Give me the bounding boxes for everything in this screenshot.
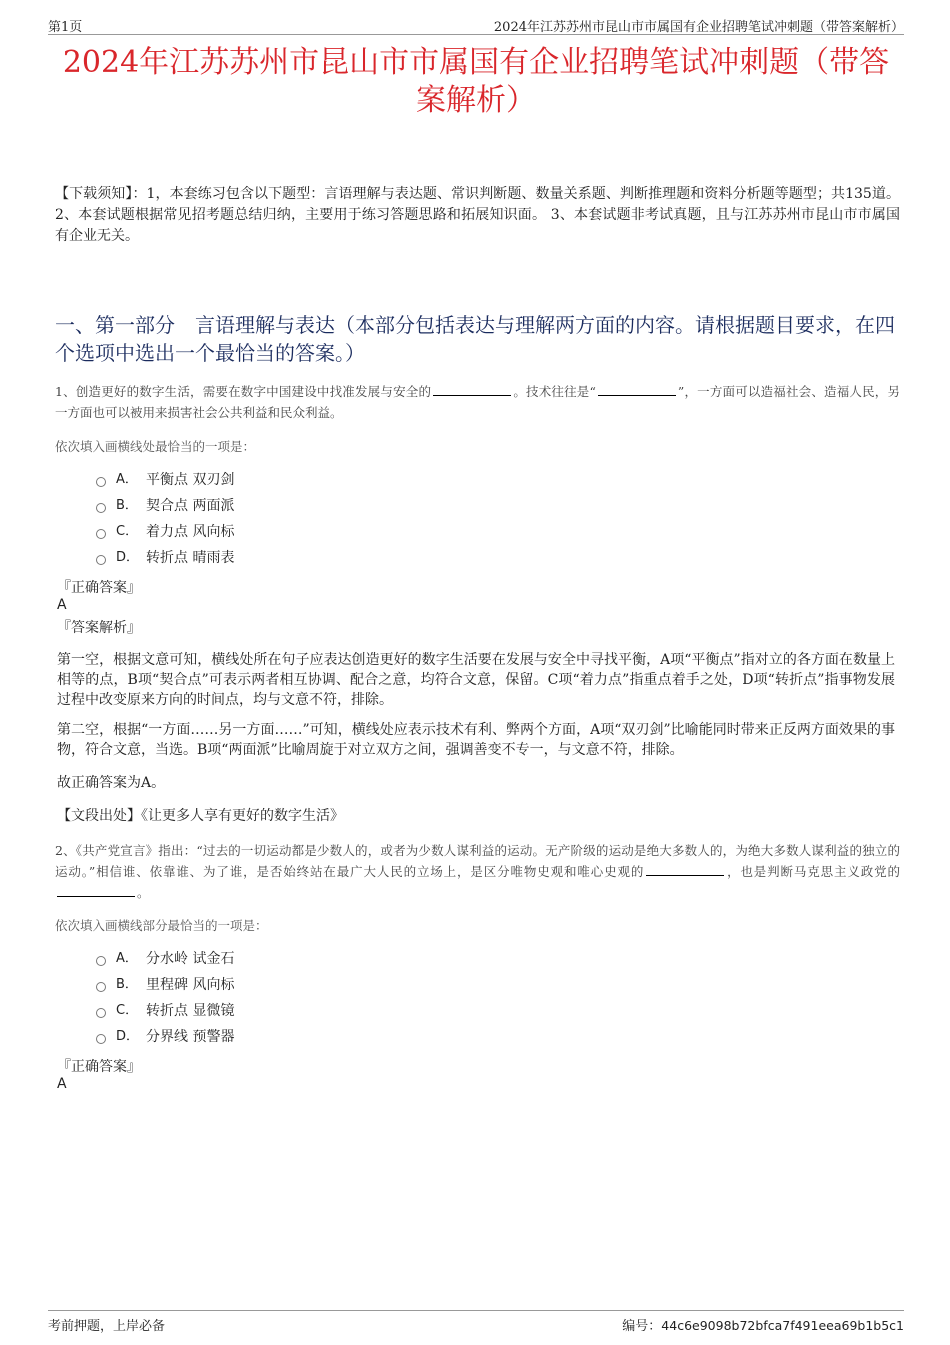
- q2-stem-part-a: 2、《共产党宣言》指出：“过去的一切运动都是少数人的，或者为少数人谋利益的运动。无产阶级的运动是绝大多数人的，为绝大多数人谋利益的独立的运动。”相信谁、依靠谁、为了谁，是否始终站在最广大人民的立场上，是区分唯物史观和唯心史观的: [55, 843, 900, 879]
- q2-option-b[interactable]: [96, 972, 234, 998]
- q2-option-d[interactable]: [96, 1024, 234, 1050]
- q1-answer: A: [57, 597, 67, 613]
- fill-blank: [598, 383, 676, 396]
- option-letter: C．: [116, 524, 139, 539]
- q2-option-a[interactable]: [96, 946, 234, 972]
- q1-analysis-paragraph-1: 第一空，根据文意可知，横线处所在句子应表达创造更好的数字生活要在发展与安全中寻找平衡，A项“平衡点”指对立的各方面在数量上相等的点，B项“契合点”可表示两者相互协调、配合之意，均符合文意，保留。C项“着力点”指重点着手之处，D项“转折点”指事物发展过程中改变原来方向的时间点，均与文意不符，排除。: [57, 652, 895, 708]
- q2-stem-part-b: ，也是判断马克思主义政党的: [726, 864, 900, 879]
- page-header: [48, 14, 904, 35]
- footer-code-value: 44c6e9098b72bfca7f491eea69b1b5c1: [661, 1318, 904, 1333]
- option-text: 契合点 两面派: [146, 498, 235, 514]
- fill-blank: [57, 884, 135, 897]
- question-2-stem: [55, 840, 900, 903]
- section-title: 一、第一部分 言语理解与表达（本部分包括表达与理解两方面的内容。请根据题目要求，在四个选项中选出一个最恰当的答案。）: [55, 313, 895, 365]
- radio-icon[interactable]: [96, 1008, 106, 1018]
- q2-option-c[interactable]: [96, 998, 234, 1024]
- q2-stem-part-c: 。: [137, 885, 150, 900]
- option-text: 分界线 预警器: [146, 1029, 235, 1045]
- header-doc-title: 2024年江苏苏州市昆山市市属国有企业招聘笔试冲刺题（带答案解析）: [493, 20, 904, 35]
- footer-slogan: 考前押题，上岸必备: [48, 1319, 166, 1334]
- option-letter: D．: [116, 1029, 140, 1044]
- footer-code: [622, 1315, 904, 1334]
- option-text: 着力点 风向标: [146, 524, 235, 540]
- fill-blank: [646, 863, 724, 876]
- q1-stem-part-b: 。技术往往是“: [513, 384, 596, 399]
- question-1-stem: [55, 381, 900, 423]
- q2-answer: A: [57, 1076, 67, 1092]
- q2-answer-label: 『正确答案』: [57, 1059, 141, 1075]
- radio-icon[interactable]: [96, 529, 106, 539]
- q1-stem-part-c: ”，一方面可以造福社会、造福人民，另一方面也可以被用来损害社会公共利益和民众利益。: [55, 384, 900, 420]
- q1-instruction: 依次填入画横线处最恰当的一项是：: [55, 439, 256, 454]
- q2-options: [96, 946, 234, 1050]
- page-footer: [48, 1310, 904, 1335]
- fill-blank: [433, 383, 511, 396]
- download-notice: 【下载须知】：1，本套练习包含以下题型：言语理解与表达题、常识判断题、数量关系题、判断推理题和资料分析题等题型；共135道。 2、本套试题根据常见招考题总结归纳，主要用于练习答题思路和拓展知识面。 3、本套试题非考试真题，且与江苏苏州市昆山市市属国有企业无关。: [55, 186, 900, 244]
- q1-answer-label: 『正确答案』: [57, 580, 141, 596]
- q1-option-c[interactable]: [96, 519, 234, 545]
- option-letter: A．: [116, 951, 138, 966]
- option-text: 转折点 显微镜: [146, 1003, 235, 1019]
- radio-icon[interactable]: [96, 503, 106, 513]
- title-line-1: 2024年江苏苏州市昆山市市属国有企业招聘笔试冲刺题（带答: [62, 45, 890, 80]
- footer-code-label: 编号：: [622, 1319, 662, 1334]
- radio-icon[interactable]: [96, 555, 106, 565]
- radio-icon[interactable]: [96, 956, 106, 966]
- radio-icon[interactable]: [96, 1034, 106, 1044]
- q1-conclusion: 故正确答案为A。: [57, 775, 166, 791]
- title-line-2: 案解析）: [416, 83, 536, 118]
- option-letter: B．: [116, 498, 138, 513]
- option-letter: D．: [116, 550, 140, 565]
- q1-options: [96, 467, 234, 571]
- document-title: [48, 44, 904, 120]
- q1-analysis-label: 『答案解析』: [57, 620, 141, 636]
- option-text: 转折点 晴雨表: [146, 550, 235, 566]
- radio-icon[interactable]: [96, 477, 106, 487]
- option-letter: C．: [116, 1003, 139, 1018]
- option-text: 分水岭 试金石: [146, 951, 235, 967]
- option-text: 里程碑 风向标: [146, 977, 235, 993]
- q1-option-d[interactable]: [96, 545, 234, 571]
- q1-stem-part-a: 1、创造更好的数字生活，需要在数字中国建设中找准发展与安全的: [55, 384, 432, 399]
- q1-option-b[interactable]: [96, 493, 234, 519]
- page-number: 第1页: [48, 20, 83, 35]
- q2-instruction: 依次填入画横线部分最恰当的一项是：: [55, 918, 268, 933]
- option-letter: B．: [116, 977, 138, 992]
- radio-icon[interactable]: [96, 982, 106, 992]
- option-text: 平衡点 双刃剑: [146, 472, 235, 488]
- q1-option-a[interactable]: [96, 467, 234, 493]
- q1-source: 【文段出处】《让更多人享有更好的数字生活》: [57, 808, 344, 824]
- option-letter: A．: [116, 472, 138, 487]
- q1-analysis-paragraph-2: 第二空，根据“一方面……另一方面……”可知，横线处应表示技术有利、弊两个方面，A项“双刃剑”比喻能同时带来正反两方面效果的事物，符合文意，当选。B项“两面派”比喻周旋于对立双方之间，强调善变不专一，与文意不符，排除。: [57, 722, 895, 758]
